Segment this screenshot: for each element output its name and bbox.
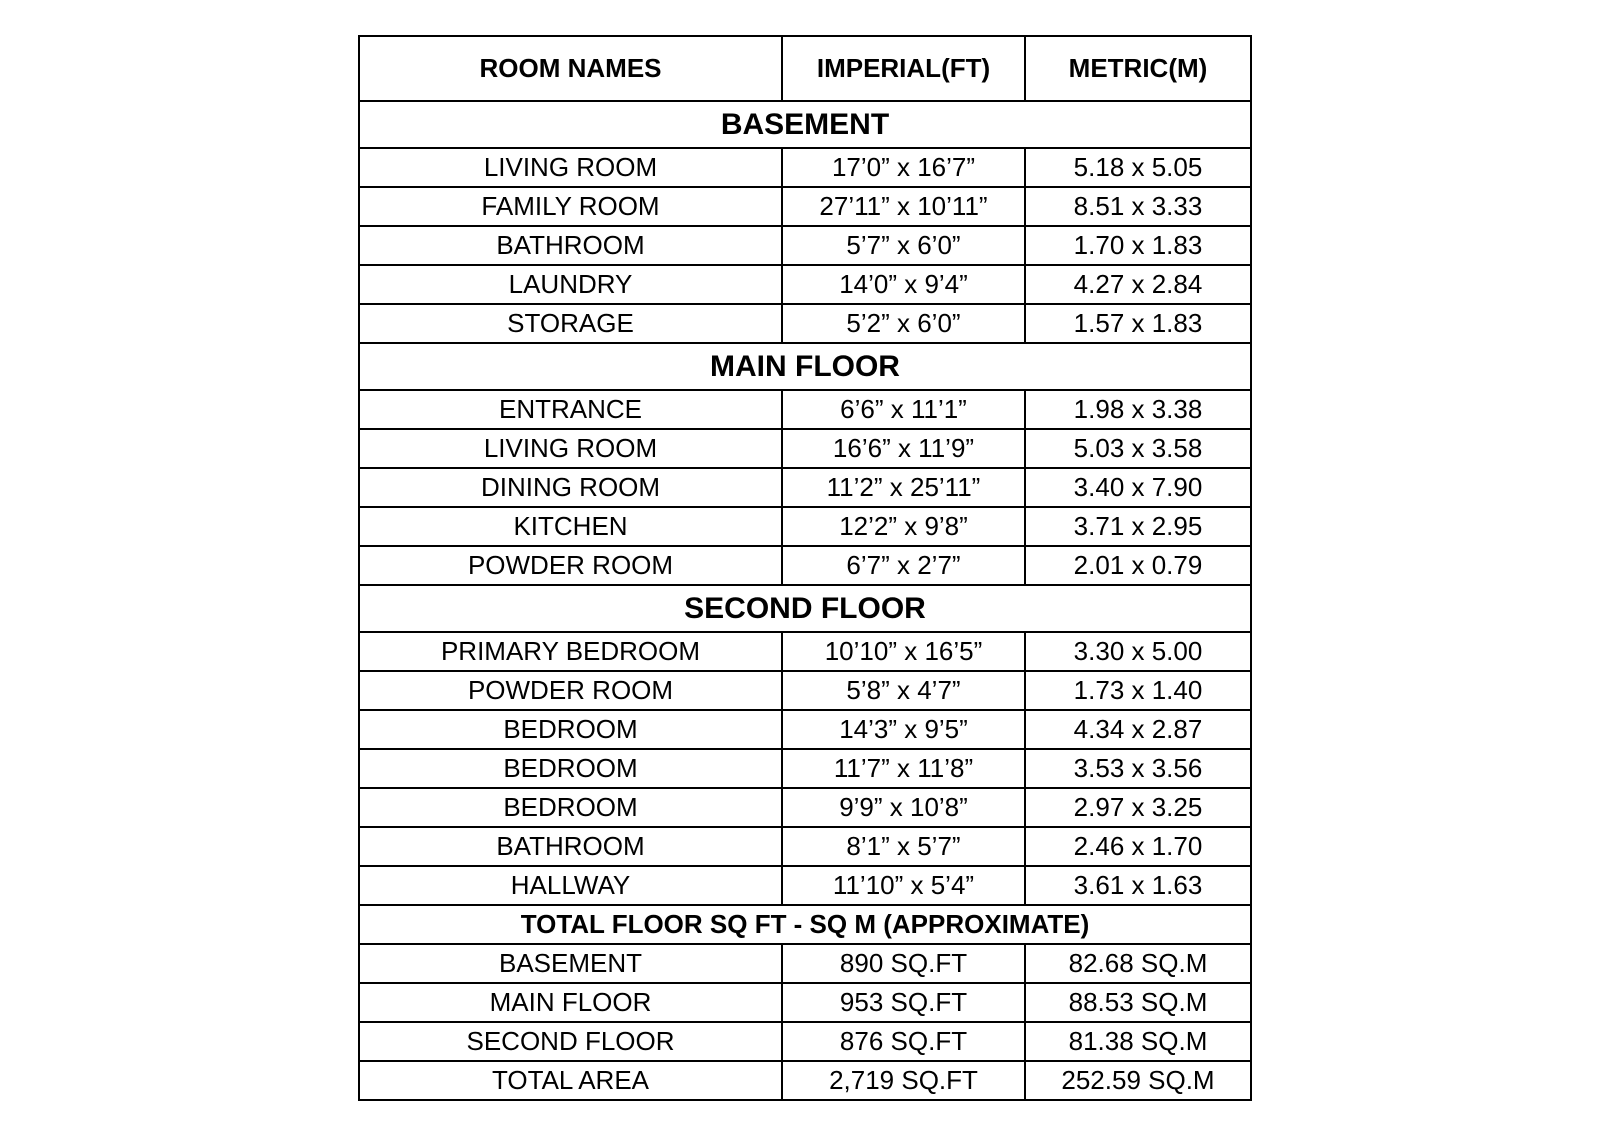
room-name-cell: POWDER ROOM	[359, 671, 782, 710]
room-name-cell: MAIN FLOOR	[359, 983, 782, 1022]
metric-cell: 5.03 x 3.58	[1025, 429, 1251, 468]
metric-cell: 8.51 x 3.33	[1025, 187, 1251, 226]
table-row	[359, 468, 1251, 507]
imperial-cell: 6’6” x 11’1”	[782, 390, 1025, 429]
imperial-cell: 14’0” x 9’4”	[782, 265, 1025, 304]
header-imperial: IMPERIAL(FT)	[782, 36, 1025, 101]
imperial-cell: 2,719 SQ.FT	[782, 1061, 1025, 1100]
table-row	[359, 671, 1251, 710]
metric-cell: 3.30 x 5.00	[1025, 632, 1251, 671]
table-row	[359, 710, 1251, 749]
table-row	[359, 304, 1251, 343]
imperial-cell: 27’11” x 10’11”	[782, 187, 1025, 226]
room-name-cell: BATHROOM	[359, 226, 782, 265]
table-row	[359, 429, 1251, 468]
table-row	[359, 187, 1251, 226]
metric-cell: 1.57 x 1.83	[1025, 304, 1251, 343]
main-floor-section-row	[359, 343, 1251, 390]
metric-cell: 4.34 x 2.87	[1025, 710, 1251, 749]
basement-section-row	[359, 101, 1251, 148]
room-name-cell: LIVING ROOM	[359, 429, 782, 468]
room-dimensions-table	[358, 35, 1252, 1101]
metric-cell: 3.71 x 2.95	[1025, 507, 1251, 546]
table-row	[359, 983, 1251, 1022]
metric-cell: 3.40 x 7.90	[1025, 468, 1251, 507]
imperial-cell: 11’10” x 5’4”	[782, 866, 1025, 905]
room-name-cell: BATHROOM	[359, 827, 782, 866]
second-floor-section-row	[359, 585, 1251, 632]
table-row	[359, 226, 1251, 265]
metric-cell: 2.46 x 1.70	[1025, 827, 1251, 866]
imperial-cell: 8’1” x 5’7”	[782, 827, 1025, 866]
metric-cell: 252.59 SQ.M	[1025, 1061, 1251, 1100]
table-row	[359, 866, 1251, 905]
table-row	[359, 749, 1251, 788]
imperial-cell: 10’10” x 16’5”	[782, 632, 1025, 671]
room-name-cell: PRIMARY BEDROOM	[359, 632, 782, 671]
imperial-cell: 12’2” x 9’8”	[782, 507, 1025, 546]
metric-cell: 2.01 x 0.79	[1025, 546, 1251, 585]
table-row	[359, 390, 1251, 429]
imperial-cell: 14’3” x 9’5”	[782, 710, 1025, 749]
metric-cell: 82.68 SQ.M	[1025, 944, 1251, 983]
table-row	[359, 148, 1251, 187]
metric-cell: 3.53 x 3.56	[1025, 749, 1251, 788]
room-name-cell: POWDER ROOM	[359, 546, 782, 585]
metric-cell: 81.38 SQ.M	[1025, 1022, 1251, 1061]
room-name-cell: ENTRANCE	[359, 390, 782, 429]
room-name-cell: BEDROOM	[359, 749, 782, 788]
table-row	[359, 827, 1251, 866]
imperial-cell: 953 SQ.FT	[782, 983, 1025, 1022]
table-row	[359, 1022, 1251, 1061]
imperial-cell: 6’7” x 2’7”	[782, 546, 1025, 585]
room-name-cell: SECOND FLOOR	[359, 1022, 782, 1061]
imperial-cell: 17’0” x 16’7”	[782, 148, 1025, 187]
header-room-names: ROOM NAMES	[359, 36, 782, 101]
imperial-cell: 876 SQ.FT	[782, 1022, 1025, 1061]
room-name-cell: LIVING ROOM	[359, 148, 782, 187]
table-row	[359, 1061, 1251, 1100]
metric-cell: 2.97 x 3.25	[1025, 788, 1251, 827]
metric-cell: 1.73 x 1.40	[1025, 671, 1251, 710]
table-header-row	[359, 36, 1251, 101]
imperial-cell: 9’9” x 10’8”	[782, 788, 1025, 827]
metric-cell: 1.98 x 3.38	[1025, 390, 1251, 429]
header-metric: METRIC(M)	[1025, 36, 1251, 101]
imperial-cell: 5’7” x 6’0”	[782, 226, 1025, 265]
room-name-cell: DINING ROOM	[359, 468, 782, 507]
metric-cell: 88.53 SQ.M	[1025, 983, 1251, 1022]
imperial-cell: 16’6” x 11’9”	[782, 429, 1025, 468]
room-name-cell: STORAGE	[359, 304, 782, 343]
metric-cell: 1.70 x 1.83	[1025, 226, 1251, 265]
imperial-cell: 890 SQ.FT	[782, 944, 1025, 983]
room-name-cell: BEDROOM	[359, 710, 782, 749]
table-row	[359, 944, 1251, 983]
table-row	[359, 632, 1251, 671]
main-floor-section-title: MAIN FLOOR	[359, 343, 1251, 390]
table-row	[359, 546, 1251, 585]
metric-cell: 3.61 x 1.63	[1025, 866, 1251, 905]
table-row	[359, 265, 1251, 304]
second-floor-section-title: SECOND FLOOR	[359, 585, 1251, 632]
room-name-cell: HALLWAY	[359, 866, 782, 905]
totals-section-title: TOTAL FLOOR SQ FT - SQ M (APPROXIMATE)	[359, 905, 1251, 944]
imperial-cell: 11’2” x 25’11”	[782, 468, 1025, 507]
room-name-cell: FAMILY ROOM	[359, 187, 782, 226]
imperial-cell: 11’7” x 11’8”	[782, 749, 1025, 788]
totals-section-row	[359, 905, 1251, 944]
table-body	[359, 101, 1251, 1100]
room-name-cell: TOTAL AREA	[359, 1061, 782, 1100]
imperial-cell: 5’2” x 6’0”	[782, 304, 1025, 343]
room-name-cell: LAUNDRY	[359, 265, 782, 304]
table-row	[359, 788, 1251, 827]
metric-cell: 4.27 x 2.84	[1025, 265, 1251, 304]
room-name-cell: BASEMENT	[359, 944, 782, 983]
table-row	[359, 507, 1251, 546]
imperial-cell: 5’8” x 4’7”	[782, 671, 1025, 710]
metric-cell: 5.18 x 5.05	[1025, 148, 1251, 187]
room-name-cell: BEDROOM	[359, 788, 782, 827]
basement-section-title: BASEMENT	[359, 101, 1251, 148]
room-name-cell: KITCHEN	[359, 507, 782, 546]
